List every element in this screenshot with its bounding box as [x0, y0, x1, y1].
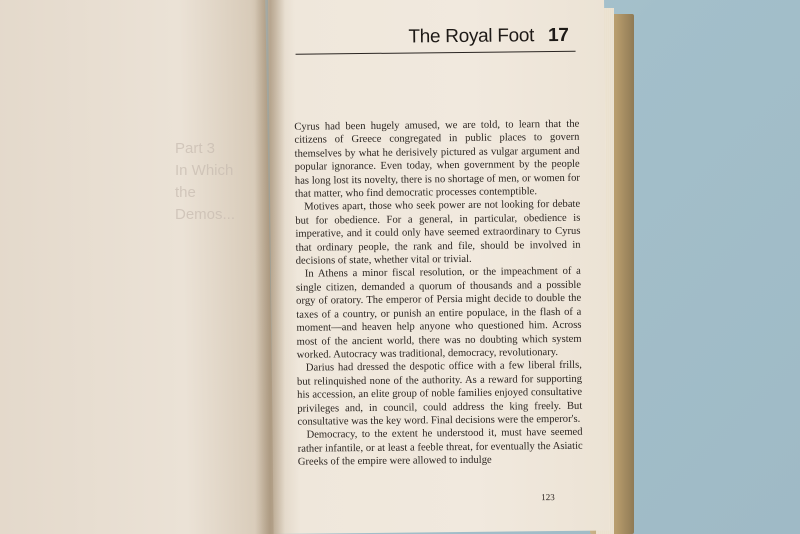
paragraph: In Athens a minor fiscal resolution, or the impeachment of a single citizen, demanded a quorum of thousands and a possible orgy of oratory. The emperor of Persia might decide to double the taxes of a country, or punish an entire populace, in the flash of a moment—and heaven help anyone who questioned him. Across most of the ancient world, there was no doubting which system worked. Autocracy was traditional, democracy, revolutionary. [295, 266, 582, 361]
running-head [408, 25, 568, 49]
running-head-title: The Royal Foot [408, 25, 535, 48]
left-ghost-line-1: Part 3 [175, 140, 216, 157]
book-gutter-shadow [255, 0, 285, 534]
header-rule [296, 51, 576, 55]
paragraph: Democracy, to the extent he understood it, must have seemed rather infantile, or at least a feeble threat, for eventually the Asiatic Greeks of the empire were allowed to indulge [297, 427, 583, 468]
page-number: 123 [541, 492, 555, 503]
left-page-show-through [175, 138, 235, 226]
paragraph: Darius had dressed the despotic office with a few liberal frills, but relinquished none of the authority. As a reward for supporting his accession, an elite group of noble families enjoyed consultative privileges and, in council, could address the king freely. But consultative was the key word. Final decisions were the emperor's. [296, 360, 583, 428]
paragraph: Cyrus had been hugely amused, we are told, to learn that the citizens of Greece congregated in public places to govern themselves by what he derisively pictured as vulgar argument and popular ignorance. Even today, when government by the people has long lost its novelty, there is no shortage of men, or women for that matter, who find democratic processes contemptible. [294, 118, 580, 200]
left-ghost-line-2: In Which the Demos... [175, 162, 236, 223]
right-page [268, 0, 610, 534]
body-text [294, 118, 583, 470]
chapter-folio: 17 [547, 24, 569, 47]
paragraph: Motives apart, those who seek power are not looking for debate but for obedience. For a general, in particular, obedience is imperative, and it could only have seemed extraordinary to Cyrus that ordinary people, the rank and file, should be involved in decisions of state, whether vital or trivial. [295, 199, 581, 267]
left-page [0, 0, 275, 534]
